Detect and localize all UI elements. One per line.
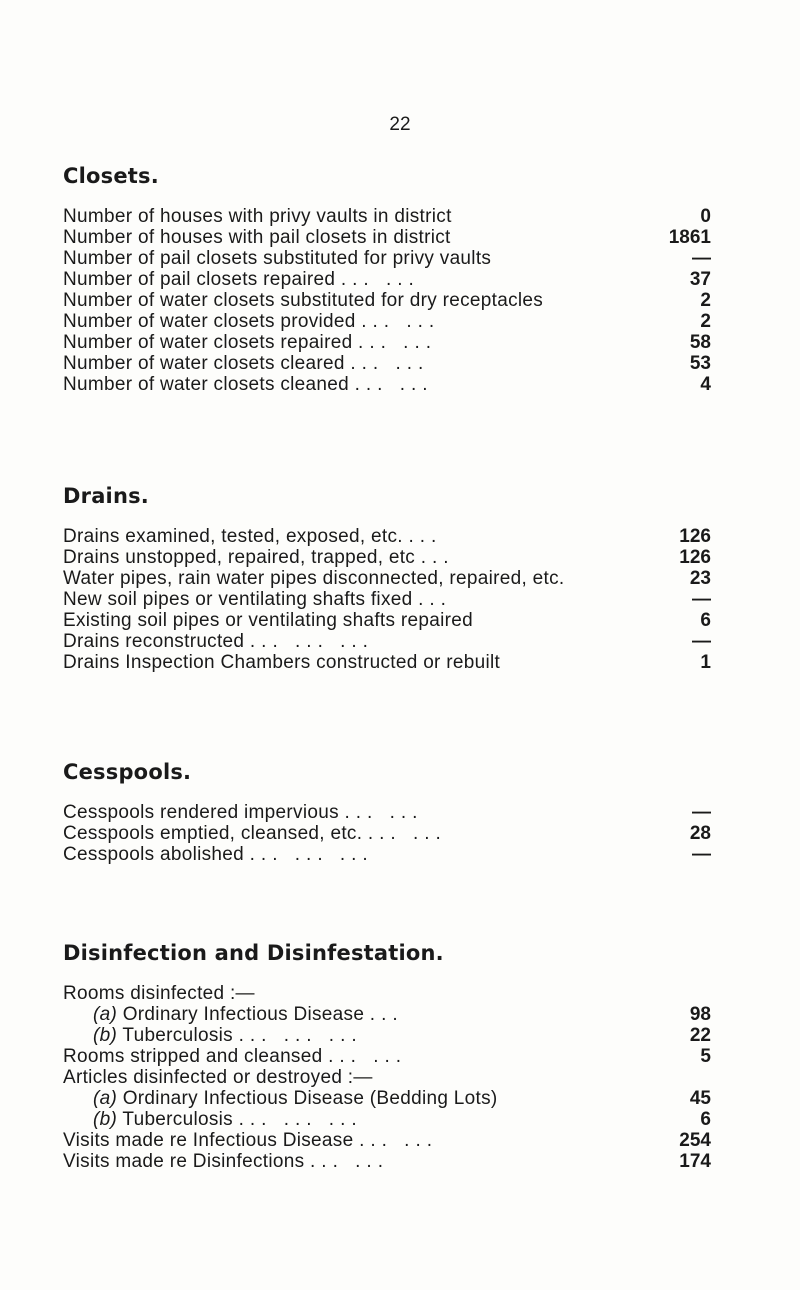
table-row [63, 353, 711, 374]
row-leaders: ... [408, 526, 443, 547]
drains-heading: Drains. [63, 484, 149, 508]
row-label [63, 568, 564, 589]
row-leaders: ... ... [354, 374, 434, 395]
row-label-text: Water pipes, rain water pipes disconnected, repaired, etc. [63, 568, 565, 589]
table-row [63, 290, 711, 311]
articles-ordinary-marker: (a) [93, 1088, 118, 1109]
visits-infectious-row [63, 1130, 711, 1151]
cesspools-list [63, 802, 711, 865]
row-label [63, 589, 452, 610]
rooms-tuberculosis-label: Tuberculosis [122, 1025, 233, 1046]
page-number: 22 [389, 114, 411, 135]
row-value: 37 [689, 269, 711, 290]
drains-section [63, 484, 711, 673]
visits-disinfections-label: Visits made re Disinfections [63, 1151, 305, 1172]
row-value: 1861 [668, 227, 711, 248]
articles-tuberculosis-leaders: ... ... ... [238, 1109, 363, 1130]
articles-tuberculosis-marker: (b) [93, 1109, 118, 1130]
row-value: 6 [700, 610, 711, 631]
row-value: 4 [700, 374, 711, 395]
row-value: — [692, 631, 711, 652]
row-leaders: ... ... ... [249, 631, 374, 652]
row-leaders: ... ... [340, 269, 420, 290]
row-label-text: Number of houses with pail closets in district [63, 227, 451, 248]
row-label [63, 290, 543, 311]
row-label [63, 374, 434, 395]
row-label [63, 227, 451, 248]
articles-label: Articles disinfected or destroyed :— [63, 1067, 373, 1088]
row-label [63, 248, 491, 269]
row-leaders: ... ... [350, 353, 430, 374]
row-label-text: Number of water closets repaired [63, 332, 353, 353]
row-label-text: New soil pipes or ventilating shafts fixed [63, 589, 413, 610]
articles-row [63, 1067, 711, 1088]
table-row [63, 311, 711, 332]
row-value: 126 [679, 526, 711, 547]
row-leaders: ... [418, 589, 452, 610]
rooms-tuberculosis-marker: (b) [93, 1025, 118, 1046]
articles-tuberculosis-value: 6 [700, 1109, 711, 1130]
row-label-text: Number of water closets cleared [63, 353, 345, 374]
visits-infectious-leaders: ... ... [359, 1130, 439, 1151]
table-row [63, 823, 711, 844]
row-value: — [692, 248, 711, 269]
row-value: — [692, 589, 711, 610]
table-row [63, 547, 711, 568]
rooms-stripped-value: 5 [700, 1046, 711, 1067]
row-label [63, 526, 442, 547]
disinfection-heading: Disinfection and Disinfestation. [63, 941, 444, 965]
row-leaders: ... ... [358, 332, 437, 353]
rooms-disinfected-label: Rooms disinfected :— [63, 983, 255, 1004]
articles-tuberculosis-label: Tuberculosis [122, 1109, 233, 1130]
row-value: — [692, 802, 711, 823]
table-row [63, 227, 711, 248]
table-row [63, 332, 711, 353]
row-label-text: Number of water closets cleaned [63, 374, 349, 395]
cesspools-heading: Cesspools. [63, 760, 192, 784]
row-leaders: ... ... [361, 311, 441, 332]
visits-infectious-value: 254 [679, 1130, 711, 1151]
table-row [63, 610, 711, 631]
row-value: — [692, 844, 711, 865]
row-value: 126 [679, 547, 711, 568]
row-label [63, 332, 437, 353]
disinfection-section [63, 941, 711, 1172]
rooms-ordinary-value: 98 [689, 1004, 711, 1025]
row-label [63, 610, 473, 631]
row-label-text: Number of pail closets substituted for privy vaults [63, 248, 492, 269]
row-value: 1 [700, 652, 711, 673]
rooms-ordinary-leaders: ... [369, 1004, 404, 1025]
rooms-ordinary-marker: (a) [93, 1004, 118, 1025]
rooms-tuberculosis-row [63, 1025, 711, 1046]
closets-list [63, 206, 711, 395]
row-label-text: Number of houses with privy vaults in district [63, 206, 452, 227]
table-row [63, 589, 711, 610]
rooms-disinfected-row [63, 983, 711, 1004]
row-value: 0 [700, 206, 711, 227]
table-row [63, 631, 711, 652]
table-row [63, 568, 711, 589]
row-label [63, 823, 447, 844]
table-row [63, 652, 711, 673]
rooms-ordinary-row [63, 1004, 711, 1025]
row-value: 2 [700, 290, 711, 311]
row-value: 28 [689, 823, 711, 844]
row-label [63, 844, 374, 865]
rooms-tuberculosis-leaders: ... ... ... [238, 1025, 363, 1046]
row-label [63, 353, 429, 374]
row-label-text: Drains unstopped, repaired, trapped, etc [63, 547, 416, 568]
row-label [63, 652, 500, 673]
table-row [63, 374, 711, 395]
table-row [63, 248, 711, 269]
drains-list [63, 526, 711, 673]
row-label-text: Number of water closets substituted for dry receptacles [63, 290, 544, 311]
row-label-text: Drains Inspection Chambers constructed or rebuilt [63, 652, 501, 673]
row-value: 58 [689, 332, 711, 353]
cesspools-section [63, 760, 711, 865]
visits-disinfections-leaders: ... ... [310, 1151, 389, 1172]
row-label-text: Cesspools abolished [63, 844, 245, 865]
articles-ordinary-row [63, 1088, 711, 1109]
row-label-text: Number of pail closets repaired [63, 269, 336, 290]
row-leaders: ... ... ... [249, 844, 374, 865]
row-label-text: Drains reconstructed [63, 631, 245, 652]
articles-tuberculosis-row [63, 1109, 711, 1130]
visits-infectious-label: Visits made re Infectious Disease [63, 1130, 354, 1151]
table-row [63, 844, 711, 865]
row-value: 23 [689, 568, 711, 589]
row-label [63, 802, 423, 823]
row-leaders: ... ... [367, 823, 447, 844]
table-row [63, 802, 711, 823]
row-label [63, 631, 374, 652]
row-leaders: ... ... [344, 802, 424, 823]
row-label [63, 206, 452, 227]
row-label [63, 311, 440, 332]
row-value: 53 [689, 353, 711, 374]
rooms-stripped-row [63, 1046, 711, 1067]
table-row [63, 526, 711, 547]
visits-disinfections-row [63, 1151, 711, 1172]
visits-disinfections-value: 174 [679, 1151, 711, 1172]
rooms-ordinary-label: Ordinary Infectious Disease [122, 1004, 365, 1025]
articles-ordinary-label: Ordinary Infectious Disease (Bedding Lots) [122, 1088, 498, 1109]
row-label [63, 269, 420, 290]
rooms-tuberculosis-value: 22 [689, 1025, 711, 1046]
row-leaders: ... [420, 547, 455, 568]
rooms-stripped-label: Rooms stripped and cleansed [63, 1046, 323, 1067]
row-label [63, 547, 455, 568]
row-label-text: Cesspools rendered impervious [63, 802, 339, 823]
table-row [63, 269, 711, 290]
row-label-text: Drains examined, tested, exposed, etc. [63, 526, 403, 547]
row-label-text: Existing soil pipes or ventilating shafts repaired [63, 610, 473, 631]
articles-ordinary-value: 45 [689, 1088, 711, 1109]
rooms-stripped-leaders: ... ... [328, 1046, 408, 1067]
closets-section [63, 164, 711, 395]
table-row [63, 206, 711, 227]
closets-heading: Closets. [63, 164, 159, 188]
row-label-text: Cesspools emptied, cleansed, etc. [63, 823, 363, 844]
row-label-text: Number of water closets provided [63, 311, 356, 332]
row-value: 2 [700, 311, 711, 332]
